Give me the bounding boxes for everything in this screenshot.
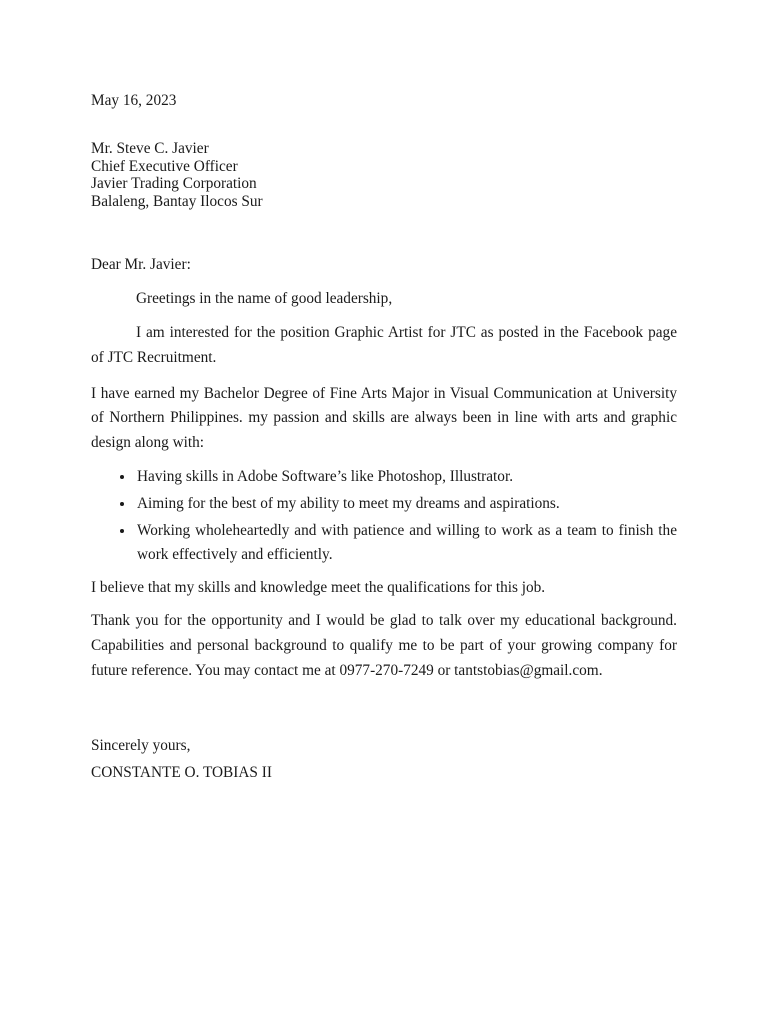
recipient-block [91,140,677,211]
paragraph-education: I have earned my Bachelor Degree of Fine Arts Major in Visual Communication at University of Northern Philippines. my passion and skills are always been in line with arts and graphic design along with: [91,384,677,451]
paragraph-interest: I am interested for the position Graphic Artist for JTC as posted in the Facebook page of JTC Recruitment. [91,324,677,366]
paragraph-thanks: Thank you for the opportunity and I would be glad to talk over my educational background. Capabilities and personal background to qualify me to be part of your growing company for future reference. You may contact me at 0977-270-7249 or tantstobias@gmail.com. [91,612,677,679]
salutation: Dear Mr. Javier: [91,255,191,273]
bullet-item-aiming: • Aiming for the best of my ability to meet my dreams and aspirations. [135,492,677,517]
greeting-line: Greetings in the name of good leadership, [136,289,393,307]
recipient-address: Balaleng, Bantay Ilocos Sur [91,193,263,211]
signoff-block [91,732,677,786]
skills-bullet-list [91,465,677,567]
recipient-company: Javier Trading Corporation [91,175,257,193]
valediction: Sincerely yours, [91,737,191,755]
signature-name: CONSTANTE O. TOBIAS II [91,764,272,782]
bullet-item-working: • Working wholeheartedly and with patience and willing to work as a team to finish the work effectively and efficiently. [135,519,677,568]
recipient-title: Chief Executive Officer [91,157,238,175]
letter-date: May 16, 2023 [91,92,177,109]
paragraph-belief: I believe that my skills and knowledge meet the qualifications for this job. [91,578,546,596]
bullet-item-skills: • Having skills in Adobe Software’s like Photoshop, Illustrator. [135,465,677,490]
recipient-name: Mr. Steve C. Javier [91,140,209,157]
